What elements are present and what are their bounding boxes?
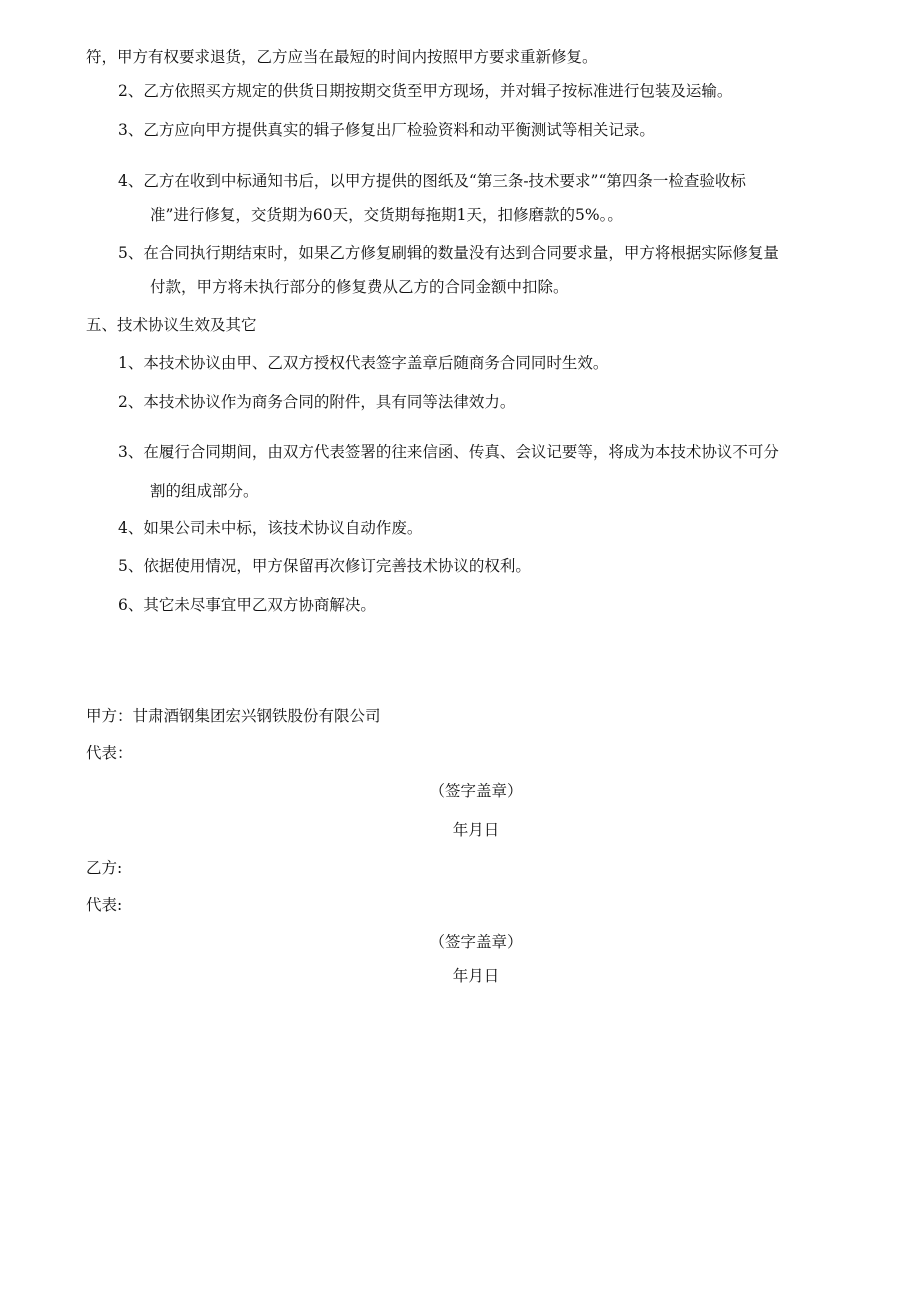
- list-item: 1、本技术协议由甲、乙双方授权代表签字盖章后随商务合同同时生效。: [118, 354, 609, 372]
- item-text-continued: 付款，甲方将未执行部分的修复费从乙方的合同金额中扣除。: [150, 278, 569, 296]
- list-item: 3、乙方应向甲方提供真实的辑子修复出厂检验资料和动平衡测试等相关记录。: [118, 121, 655, 139]
- item-number: 1: [118, 354, 128, 372]
- party-a-representative: 代表：: [86, 744, 133, 762]
- item-number: 5: [118, 557, 128, 575]
- party-a-seal-note: （签字盖章）: [429, 782, 523, 800]
- item-number: 3: [118, 121, 128, 139]
- item-text: 本技术协议作为商务合同的附件，具有同等法律效力。: [143, 393, 516, 411]
- item-text: 乙方依照买方规定的供货日期按期交货至甲方现场，并对辑子按标准进行包装及运输。: [143, 82, 733, 100]
- list-item: 4、如果公司未中标，该技术协议自动作废。: [118, 519, 423, 537]
- party-b-seal-note: （签字盖章）: [429, 933, 523, 951]
- item-number: 2: [118, 82, 128, 100]
- item-text: 其它未尽事宜甲乙双方协商解决。: [143, 596, 376, 614]
- item-text-continued: 割的组成部分。: [150, 482, 259, 500]
- item-text: 在合同执行期结束时，如果乙方修复刷辑的数量没有达到合同要求量，甲方将根据实际修复量: [143, 244, 779, 262]
- item-text-continued: 准”进行修复，交货期为60天，交货期每拖期1天，扣修磨款的5%。。: [150, 206, 623, 224]
- party-a-name: 甲方：甘肃酒钢集团宏兴钢铁股份有限公司: [86, 707, 381, 725]
- section-heading: 五、技术协议生效及其它: [86, 316, 257, 334]
- item-number: 4: [118, 172, 128, 190]
- list-item: 2、乙方依照买方规定的供货日期按期交货至甲方现场，并对辑子按标准进行包装及运输。: [118, 82, 733, 100]
- item-text: 在履行合同期间，由双方代表签署的往来信函、传真、会议记要等，将成为本技术协议不可分: [143, 443, 779, 461]
- list-item: 2、本技术协议作为商务合同的附件，具有同等法律效力。: [118, 393, 516, 411]
- party-b-representative: 代表:: [86, 896, 123, 914]
- item-number: 2: [118, 393, 128, 411]
- item-text: 本技术协议由甲、乙双方授权代表签字盖章后随商务合同同时生效。: [143, 354, 609, 372]
- item-number: 3: [118, 443, 128, 461]
- item-number: 4: [118, 519, 128, 537]
- list-item: 5、在合同执行期结束时，如果乙方修复刷辑的数量没有达到合同要求量，甲方将根据实际修复量: [118, 244, 779, 262]
- item-number: 6: [118, 596, 128, 614]
- party-b-name: 乙方:: [86, 859, 123, 877]
- list-item: 4、乙方在收到中标通知书后，以甲方提供的图纸及“第三条-技术要求”“第四条一检查验收标: [118, 172, 746, 190]
- item-text: 如果公司未中标，该技术协议自动作废。: [143, 519, 423, 537]
- item-number: 5: [118, 244, 128, 262]
- list-item: 6、其它未尽事宜甲乙双方协商解决。: [118, 596, 376, 614]
- list-item: 5、依据使用情况，甲方保留再次修订完善技术协议的权利。: [118, 557, 531, 575]
- list-item: 3、在履行合同期间，由双方代表签署的往来信函、传真、会议记要等，将成为本技术协议不可分: [118, 443, 779, 461]
- continuation-text: 符，甲方有权要求退货，乙方应当在最短的时间内按照甲方要求重新修复。: [86, 48, 598, 66]
- party-a-date: 年月日: [452, 821, 500, 839]
- item-text: 乙方在收到中标通知书后，以甲方提供的图纸及“第三条-技术要求”“第四条一检查验收标: [143, 172, 746, 190]
- item-text: 依据使用情况，甲方保留再次修订完善技术协议的权利。: [143, 557, 531, 575]
- item-text: 乙方应向甲方提供真实的辑子修复出厂检验资料和动平衡测试等相关记录。: [143, 121, 655, 139]
- party-b-date: 年月日: [452, 967, 500, 985]
